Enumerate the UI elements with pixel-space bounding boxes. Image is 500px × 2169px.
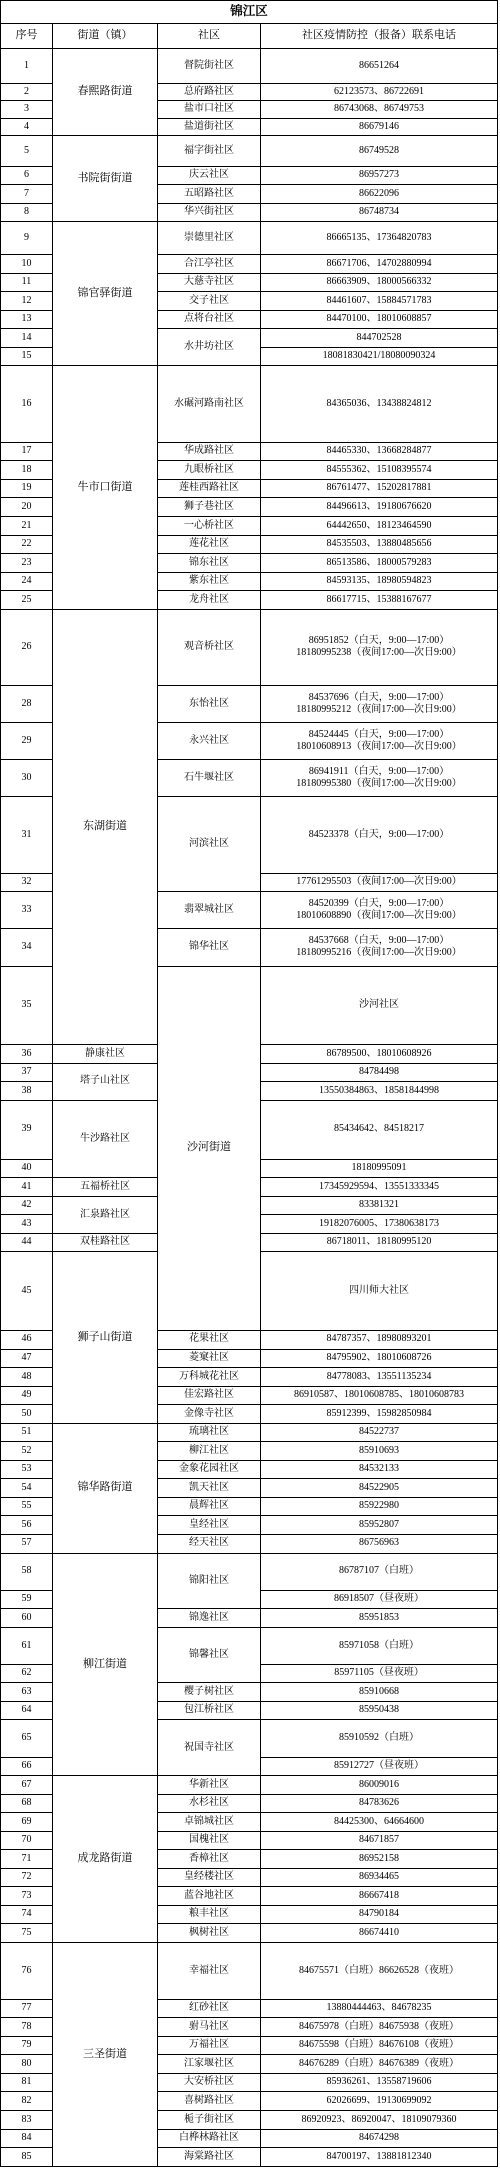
community-cell: 河滨社区 (158, 797, 261, 892)
community-cell: 皇经楼社区 (158, 1868, 261, 1887)
phone-cell: 85910693 (261, 1442, 498, 1461)
community-cell: 大慈寺社区 (158, 273, 261, 292)
phone-cell: 17761295503（夜间17:00—次日9:00） (261, 873, 498, 892)
row-index-cell: 79 (1, 2036, 53, 2055)
community-cell: 喜树路社区 (158, 2092, 261, 2111)
community-cell: 佳宏路社区 (158, 1386, 261, 1405)
row-index-cell: 78 (1, 2018, 53, 2037)
row-index-cell: 74 (1, 1905, 53, 1924)
community-cell: 永兴社区 (158, 723, 261, 760)
row-index-cell: 2 (1, 83, 53, 100)
phone-cell: 64442650、18123464590 (261, 517, 498, 536)
phone-cell: 86761477、15202817881 (261, 479, 498, 498)
row-index-cell: 49 (1, 1386, 53, 1405)
phone-cell: 85950438 (261, 1701, 498, 1720)
community-cell: 皇经社区 (158, 1516, 261, 1535)
row-index-cell: 80 (1, 2055, 53, 2074)
phone-cell: 86617715、15388167677 (261, 591, 498, 610)
table-row (1, 1943, 498, 2000)
community-cell: 牛沙路社区 (53, 1100, 158, 1177)
row-index-cell: 63 (1, 1683, 53, 1702)
phone-cell: 19182076005、17380638173 (261, 1215, 498, 1234)
row-index-cell: 47 (1, 1349, 53, 1368)
row-index-cell: 67 (1, 1776, 53, 1795)
row-index-cell: 20 (1, 498, 53, 517)
community-cell: 盐道街社区 (158, 118, 261, 135)
phone-cell: 84795902、18010608726 (261, 1349, 498, 1368)
community-cell: 锦逸社区 (158, 1609, 261, 1628)
row-index-cell: 82 (1, 2092, 53, 2111)
row-index-cell: 35 (1, 966, 53, 1045)
phone-cell: 17345929594、13551333345 (261, 1178, 498, 1197)
row-index-cell: 26 (1, 609, 53, 685)
phone-cell: 84425300、64664600 (261, 1813, 498, 1832)
community-cell: 国槐社区 (158, 1831, 261, 1850)
row-index-cell: 32 (1, 873, 53, 892)
column-header-community: 社区 (158, 23, 261, 48)
row-index-cell: 75 (1, 1924, 53, 1943)
phone-cell: 85936261、13558719606 (261, 2073, 498, 2092)
table-row (1, 1776, 498, 1795)
community-cell: 观音桥社区 (158, 609, 261, 685)
phone-cell: 86918507（昼夜班） (261, 1590, 498, 1609)
community-cell: 祝国寺社区 (158, 1720, 261, 1776)
community-cell: 狮子巷社区 (158, 498, 261, 517)
row-index-cell: 28 (1, 686, 53, 723)
row-index-cell: 77 (1, 1999, 53, 2018)
row-index-cell: 9 (1, 222, 53, 255)
community-cell: 福字街社区 (158, 136, 261, 167)
community-cell: 卓锦城社区 (158, 1813, 261, 1832)
community-cell: 锦阳社区 (158, 1553, 261, 1609)
community-cell: 沙河社区 (261, 966, 498, 1045)
row-index-cell: 52 (1, 1442, 53, 1461)
phone-cell: 844702528 (261, 329, 498, 348)
community-cell: 华成路社区 (158, 442, 261, 461)
row-index-cell: 62 (1, 1664, 53, 1683)
phone-cell: 18081830421/18080090324 (261, 347, 498, 366)
phone-cell: 83381321 (261, 1196, 498, 1215)
community-cell: 大安桥社区 (158, 2073, 261, 2092)
row-index-cell: 85 (1, 2148, 53, 2167)
community-cell: 蓝谷地社区 (158, 1887, 261, 1906)
phone-cell: 84523378（白天，9:00—17:00） (261, 797, 498, 873)
phone-cell: 86748734 (261, 203, 498, 222)
table-row (1, 136, 498, 167)
community-cell: 一心桥社区 (158, 517, 261, 536)
phone-cell: 86651264 (261, 49, 498, 84)
row-index-cell: 40 (1, 1159, 53, 1178)
phone-cell: 86671706、14702880994 (261, 255, 498, 274)
community-cell: 海棠路社区 (158, 2148, 261, 2167)
row-index-cell: 7 (1, 185, 53, 204)
phone-cell: 84465330、13668284877 (261, 442, 498, 461)
community-cell: 五福桥社区 (53, 1178, 158, 1197)
row-index-cell: 25 (1, 591, 53, 610)
phone-cell: 85912399、15982850984 (261, 1405, 498, 1424)
phone-cell: 85910668 (261, 1683, 498, 1702)
row-index-cell: 13 (1, 310, 53, 329)
community-cell: 华兴街社区 (158, 203, 261, 222)
row-index-cell: 5 (1, 136, 53, 167)
community-cell: 华新社区 (158, 1776, 261, 1795)
community-cell: 九眼桥社区 (158, 461, 261, 480)
table-row (1, 1553, 498, 1590)
table-row (1, 222, 498, 255)
community-cell: 琉璃社区 (158, 1423, 261, 1442)
community-cell: 江家堰社区 (158, 2055, 261, 2074)
phone-cell: 84675978（白班）84675938（夜班） (261, 2018, 498, 2037)
row-index-cell: 29 (1, 723, 53, 760)
row-index-cell: 31 (1, 797, 53, 873)
phone-cell: 84675598（白班）84676108（夜班） (261, 2036, 498, 2055)
phone-cell: 86957273 (261, 166, 498, 185)
table-row (1, 49, 498, 84)
community-cell: 花果社区 (158, 1330, 261, 1349)
row-index-cell: 54 (1, 1479, 53, 1498)
row-index-cell: 39 (1, 1100, 53, 1159)
row-index-cell: 56 (1, 1516, 53, 1535)
community-cell: 水碾河路南社区 (158, 366, 261, 442)
community-cell: 包江桥社区 (158, 1701, 261, 1720)
phone-cell: 84461607、15884571783 (261, 292, 498, 311)
row-index-cell: 76 (1, 1943, 53, 2000)
row-index-cell: 44 (1, 1233, 53, 1252)
community-cell: 粮丰社区 (158, 1905, 261, 1924)
row-index-cell: 48 (1, 1368, 53, 1387)
phone-cell: 86756963 (261, 1534, 498, 1553)
row-index-cell: 1 (1, 49, 53, 84)
row-index-cell: 65 (1, 1720, 53, 1757)
community-cell: 锦东社区 (158, 554, 261, 573)
community-cell: 崇德里社区 (158, 222, 261, 255)
phone-cell: 86910587、18010608785、18010608783 (261, 1386, 498, 1405)
phone-cell: 85951853 (261, 1609, 498, 1628)
phone-cell: 86920923、86920047、18109079360 (261, 2111, 498, 2130)
community-cell: 金像寺社区 (158, 1405, 261, 1424)
community-cell: 晨辉社区 (158, 1497, 261, 1516)
street-cell: 成龙路街道 (53, 1776, 158, 1943)
row-index-cell: 19 (1, 479, 53, 498)
row-index-cell: 34 (1, 929, 53, 966)
community-cell: 锦华社区 (158, 929, 261, 966)
row-index-cell: 12 (1, 292, 53, 311)
community-cell: 点将台社区 (158, 310, 261, 329)
row-index-cell: 43 (1, 1215, 53, 1234)
row-index-cell: 24 (1, 572, 53, 591)
phone-cell: 84537668（白天，9:00—17:00） 18180995216（夜间17:00—次日9:00） (261, 929, 498, 966)
community-cell: 经天社区 (158, 1534, 261, 1553)
community-cell: 凯天社区 (158, 1479, 261, 1498)
community-cell: 菱窠社区 (158, 1349, 261, 1368)
community-cell: 红砂社区 (158, 1999, 261, 2018)
row-index-cell: 18 (1, 461, 53, 480)
community-cell: 金象花园社区 (158, 1460, 261, 1479)
street-cell: 锦官驿街道 (53, 222, 158, 366)
community-cell: 汇泉路社区 (53, 1196, 158, 1233)
row-index-cell: 10 (1, 255, 53, 274)
phone-cell: 86513586、18000579283 (261, 554, 498, 573)
phone-cell: 84700197、13881812340 (261, 2148, 498, 2167)
phone-cell: 84555362、15108395574 (261, 461, 498, 480)
row-index-cell: 69 (1, 1813, 53, 1832)
community-cell: 翡翠城社区 (158, 892, 261, 929)
row-index-cell: 84 (1, 2129, 53, 2148)
row-index-cell: 51 (1, 1423, 53, 1442)
phone-cell: 86665135、17364820783 (261, 222, 498, 255)
row-index-cell: 59 (1, 1590, 53, 1609)
row-index-cell: 72 (1, 1868, 53, 1887)
phone-cell: 62123573、86722691 (261, 83, 498, 100)
community-cell: 柳江社区 (158, 1442, 261, 1461)
phone-cell: 62026699、19130699092 (261, 2092, 498, 2111)
row-index-cell: 53 (1, 1460, 53, 1479)
row-index-cell: 16 (1, 366, 53, 442)
phone-cell: 84593135、18980594823 (261, 572, 498, 591)
phone-cell: 84524445（白天，9:00—17:00） 18010608913（夜间17:00—次日9:00） (261, 723, 498, 760)
community-cell: 水井坊社区 (158, 329, 261, 366)
community-cell: 锦馨社区 (158, 1627, 261, 1683)
community-cell: 合江亭社区 (158, 255, 261, 274)
street-cell: 三圣街道 (53, 1943, 158, 2167)
community-cell: 五昭路社区 (158, 185, 261, 204)
phone-cell: 86789500、18010608926 (261, 1045, 498, 1064)
phone-cell: 85910592（白班） (261, 1720, 498, 1757)
row-index-cell: 15 (1, 347, 53, 366)
phone-cell: 84790184 (261, 1905, 498, 1924)
community-cell: 莲花社区 (158, 535, 261, 554)
phone-cell: 86718011、18180995120 (261, 1233, 498, 1252)
phone-cell: 86951852（白天，9:00—17:00） 18180995238（夜间17:00—次日9:00） (261, 609, 498, 685)
phone-cell: 84537696（白天，9:00—17:00） 18180995212（夜间17:00—次日9:00） (261, 686, 498, 723)
row-index-cell: 38 (1, 1082, 53, 1101)
row-index-cell: 22 (1, 535, 53, 554)
phone-cell: 84522737 (261, 1423, 498, 1442)
phone-cell: 84787357、18980893201 (261, 1330, 498, 1349)
community-cell: 白桦林路社区 (158, 2129, 261, 2148)
table-row (1, 366, 498, 442)
phone-cell: 84784498 (261, 1063, 498, 1082)
phone-cell: 86674410 (261, 1924, 498, 1943)
row-index-cell: 30 (1, 760, 53, 797)
phone-cell: 85922980 (261, 1497, 498, 1516)
community-cell: 石牛堰社区 (158, 760, 261, 797)
community-cell: 东怡社区 (158, 686, 261, 723)
community-cell: 枫树社区 (158, 1924, 261, 1943)
community-cell: 香樟社区 (158, 1850, 261, 1869)
row-index-cell: 41 (1, 1178, 53, 1197)
community-cell: 双桂路社区 (53, 1233, 158, 1252)
community-cell: 莲桂西路社区 (158, 479, 261, 498)
row-index-cell: 55 (1, 1497, 53, 1516)
row-index-cell: 8 (1, 203, 53, 222)
street-cell: 狮子山街道 (53, 1252, 158, 1423)
phone-cell: 13550384863、18581844998 (261, 1082, 498, 1101)
community-cell: 盐市口社区 (158, 101, 261, 118)
phone-cell: 84671857 (261, 1831, 498, 1850)
phone-cell: 84520399（白天，9:00—17:00） 18010608890（夜间17:00—次日9:00） (261, 892, 498, 929)
row-index-cell: 57 (1, 1534, 53, 1553)
row-index-cell: 58 (1, 1553, 53, 1590)
phone-cell: 18180995091 (261, 1159, 498, 1178)
street-cell: 春熙路街道 (53, 49, 158, 136)
row-index-cell: 36 (1, 1045, 53, 1064)
row-index-cell: 46 (1, 1330, 53, 1349)
phone-cell: 85912727（昼夜班） (261, 1757, 498, 1776)
phone-cell: 84365036、13438824812 (261, 366, 498, 442)
phone-cell: 86787107（白班） (261, 1553, 498, 1590)
row-index-cell: 4 (1, 118, 53, 135)
phone-cell: 86009016 (261, 1776, 498, 1795)
column-header-street: 街道（镇） (53, 23, 158, 48)
phone-cell: 86952158 (261, 1850, 498, 1869)
community-cell: 水杉社区 (158, 1794, 261, 1813)
row-index-cell: 42 (1, 1196, 53, 1215)
row-index-cell: 61 (1, 1627, 53, 1664)
title-row (1, 1, 498, 24)
community-cell: 樱子树社区 (158, 1683, 261, 1702)
street-cell: 书院街街道 (53, 136, 158, 222)
phone-cell: 86941911（白天，9:00—17:00） 18180995380（夜间17:00—次日9:00） (261, 760, 498, 797)
row-index-cell: 66 (1, 1757, 53, 1776)
phone-cell: 86663909、18000566332 (261, 273, 498, 292)
phone-cell: 86667418 (261, 1887, 498, 1906)
community-cell: 督院街社区 (158, 49, 261, 84)
phone-cell: 13880444463、84678235 (261, 1999, 498, 2018)
phone-cell: 84778083、13551135234 (261, 1368, 498, 1387)
row-index-cell: 11 (1, 273, 53, 292)
community-cell: 塔子山社区 (53, 1063, 158, 1100)
community-cell: 交子社区 (158, 292, 261, 311)
row-index-cell: 37 (1, 1063, 53, 1082)
street-cell: 沙河街道 (158, 966, 261, 1330)
community-cell: 四川师大社区 (261, 1252, 498, 1331)
row-index-cell: 64 (1, 1701, 53, 1720)
phone-cell: 86622096 (261, 185, 498, 204)
phone-cell: 84676289（白班）84676389（夜班） (261, 2055, 498, 2074)
street-cell: 牛市口街道 (53, 366, 158, 609)
column-header-phone: 社区疫情防控（报备）联系电话 (261, 23, 498, 48)
row-index-cell: 73 (1, 1887, 53, 1906)
community-cell: 万福社区 (158, 2036, 261, 2055)
row-index-cell: 60 (1, 1609, 53, 1628)
row-index-cell: 50 (1, 1405, 53, 1424)
row-index-cell: 14 (1, 329, 53, 348)
phone-cell: 85434642、84518217 (261, 1100, 498, 1159)
street-cell: 东湖街道 (53, 609, 158, 1044)
row-index-cell: 21 (1, 517, 53, 536)
phone-cell: 86934465 (261, 1868, 498, 1887)
phone-cell: 85971058（白班） (261, 1627, 498, 1664)
header-row (1, 23, 498, 48)
community-cell: 庆云社区 (158, 166, 261, 185)
table-title: 锦江区 (1, 1, 498, 24)
row-index-cell: 71 (1, 1850, 53, 1869)
row-index-cell: 17 (1, 442, 53, 461)
community-cell: 驸马社区 (158, 2018, 261, 2037)
phone-cell: 86743068、86749753 (261, 101, 498, 118)
phone-cell: 84470100、18010608857 (261, 310, 498, 329)
phone-cell: 84532133 (261, 1460, 498, 1479)
row-index-cell: 23 (1, 554, 53, 573)
row-index-cell: 33 (1, 892, 53, 929)
phone-cell: 84675571（白班）86626528（夜班） (261, 1943, 498, 2000)
street-cell: 柳江街道 (53, 1553, 158, 1776)
phone-cell: 84522905 (261, 1479, 498, 1498)
row-index-cell: 6 (1, 166, 53, 185)
community-cell: 栀子街社区 (158, 2111, 261, 2130)
column-header-index: 序号 (1, 23, 53, 48)
row-index-cell: 70 (1, 1831, 53, 1850)
phone-cell: 86749528 (261, 136, 498, 167)
phone-cell: 84783626 (261, 1794, 498, 1813)
row-index-cell: 83 (1, 2111, 53, 2130)
community-cell: 幸福社区 (158, 1943, 261, 2000)
community-cell: 总府路社区 (158, 83, 261, 100)
street-cell: 锦华路街道 (53, 1423, 158, 1553)
phone-cell: 85971105（昼夜班） (261, 1664, 498, 1683)
community-cell: 静康社区 (53, 1045, 158, 1064)
phone-cell: 86679146 (261, 118, 498, 135)
row-index-cell: 45 (1, 1252, 53, 1331)
phone-cell: 84535503、13880485656 (261, 535, 498, 554)
phone-cell: 85952807 (261, 1516, 498, 1535)
row-index-cell: 68 (1, 1794, 53, 1813)
phone-cell: 84674298 (261, 2129, 498, 2148)
row-index-cell: 81 (1, 2073, 53, 2092)
row-index-cell: 3 (1, 101, 53, 118)
community-cell: 紫东社区 (158, 572, 261, 591)
phone-cell: 84496613、19180676620 (261, 498, 498, 517)
table-row (1, 609, 498, 685)
table-row (1, 1423, 498, 1442)
community-cell: 万科城花社区 (158, 1368, 261, 1387)
community-cell: 龙舟社区 (158, 591, 261, 610)
